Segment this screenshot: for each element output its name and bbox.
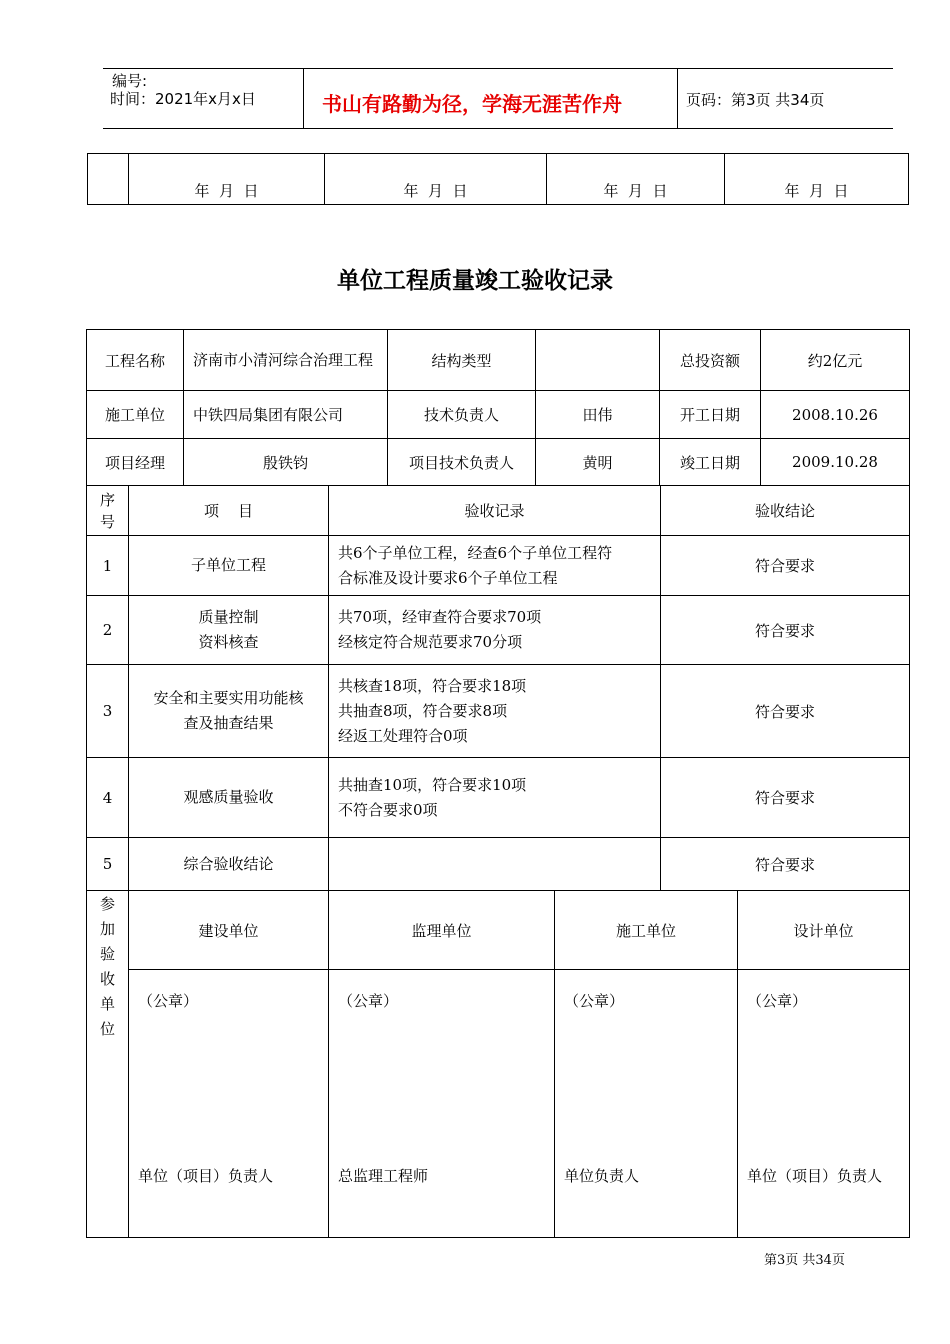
date-cell: 年 月 日 (784, 182, 849, 200)
record-header: 验收记录 (329, 486, 661, 536)
document-title: 单位工程质量竣工验收记录 (337, 268, 613, 294)
seal-label: （公章） (138, 992, 199, 1010)
unit-header: 监理单位 (329, 891, 555, 970)
conclusion-header: 验收结论 (661, 486, 910, 536)
participants-label: 参加验收单位 (100, 895, 116, 1038)
row-seq: 1 (87, 536, 129, 596)
total-investment-label: 总投资额 (660, 330, 761, 391)
contractor-value: 中铁四局集团有限公司 (184, 391, 388, 439)
row-record-line: 共抽查8项，符合要求8项 (338, 701, 508, 720)
row-seq: 2 (87, 596, 129, 665)
start-date-value: 2008.10.26 (761, 391, 910, 439)
pm-label: 项目经理 (87, 439, 184, 486)
row-record-line: 共核查18项，符合要求18项 (338, 676, 527, 695)
row-record-line: 合标准及设计要求6个子单位工程 (338, 568, 558, 587)
serial-label: 编号: (112, 72, 148, 90)
structure-type-value (536, 330, 660, 391)
seal-label: （公章） (747, 992, 808, 1010)
table-row (87, 665, 910, 758)
row-record-line: 经返工处理符合0项 (338, 726, 468, 745)
row-conclusion: 符合要求 (661, 838, 910, 891)
start-date-label: 开工日期 (660, 391, 761, 439)
page-footer: 第3页 共34页 (764, 1253, 845, 1268)
row-record-line: 共抽查10项，符合要求10项 (338, 775, 527, 794)
acceptance-items-table (86, 485, 910, 891)
header-top-rule (103, 68, 893, 69)
row-seq: 3 (87, 665, 129, 758)
row-seq: 4 (87, 758, 129, 838)
date-cell: 年 月 日 (194, 182, 259, 200)
signer-label: 总监理工程师 (338, 1167, 429, 1185)
project-info-table (86, 329, 910, 486)
item-header: 项 目 (129, 486, 329, 536)
row-item: 查及抽查结果 (183, 714, 274, 732)
participants-table (86, 890, 910, 1238)
date-cell: 年 月 日 (603, 182, 668, 200)
seal-label: （公章） (338, 992, 399, 1010)
row-item: 综合验收结论 (183, 854, 274, 873)
pm-value: 殷铁钧 (184, 439, 388, 486)
header-motto: 书山有路勤为径，学海无涯苦作舟 (322, 92, 622, 116)
signer-label: 单位负责人 (564, 1167, 640, 1185)
project-name-value: 济南市小清河综合治理工程 (184, 330, 388, 391)
signer-label: 单位（项目）负责人 (747, 1167, 883, 1185)
unit-header: 设计单位 (738, 891, 910, 970)
table-row (87, 838, 910, 891)
row-conclusion: 符合要求 (661, 536, 910, 596)
total-investment-value: 约2亿元 (761, 330, 910, 391)
project-name-label: 工程名称 (87, 330, 184, 391)
tech-lead-value: 田伟 (536, 391, 660, 439)
row-record-line: 共6个子单位工程，经查6个子单位工程符 (338, 543, 613, 562)
unit-header: 施工单位 (555, 891, 738, 970)
table-row (87, 596, 910, 665)
contractor-label: 施工单位 (87, 391, 184, 439)
row-item: 安全和主要实用功能核 (153, 689, 304, 707)
row-record-line: 共70项，经审查符合要求70项 (338, 608, 542, 626)
end-date-label: 竣工日期 (660, 439, 761, 486)
row-record-empty (329, 838, 661, 891)
header-divider-left (303, 69, 304, 129)
row-item: 子单位工程 (190, 556, 266, 574)
header-divider-right (677, 69, 678, 129)
signer-label: 单位（项目）负责人 (138, 1167, 274, 1185)
row-conclusion: 符合要求 (661, 665, 910, 758)
header-bottom-rule (103, 128, 893, 129)
row-record-line: 经核定符合规范要求70分项 (338, 633, 523, 651)
row-item: 资料核查 (198, 633, 259, 651)
page-label: 页码：第3页 共34页 (686, 91, 825, 109)
top-empty-cell (88, 154, 129, 205)
seq-header: 序号 (100, 490, 116, 531)
end-date-value: 2009.10.28 (761, 439, 910, 486)
seal-label: （公章） (564, 992, 625, 1010)
structure-type-label: 结构类型 (388, 330, 536, 391)
row-record-line: 不符合要求0项 (338, 800, 438, 819)
time-label: 时间：2021年x月x日 (110, 90, 256, 108)
table-row (87, 758, 910, 838)
project-tech-lead-label: 项目技术负责人 (388, 439, 536, 486)
date-cell: 年 月 日 (403, 182, 468, 200)
row-conclusion: 符合要求 (661, 596, 910, 665)
top-date-table (87, 153, 909, 205)
row-item: 观感质量验收 (183, 788, 274, 806)
row-item: 质量控制 (198, 608, 259, 626)
tech-lead-label: 技术负责人 (388, 391, 536, 439)
project-tech-lead-value: 黄明 (536, 439, 660, 486)
table-row (87, 536, 910, 596)
row-seq: 5 (87, 838, 129, 891)
row-conclusion: 符合要求 (661, 758, 910, 838)
unit-header: 建设单位 (129, 891, 329, 970)
